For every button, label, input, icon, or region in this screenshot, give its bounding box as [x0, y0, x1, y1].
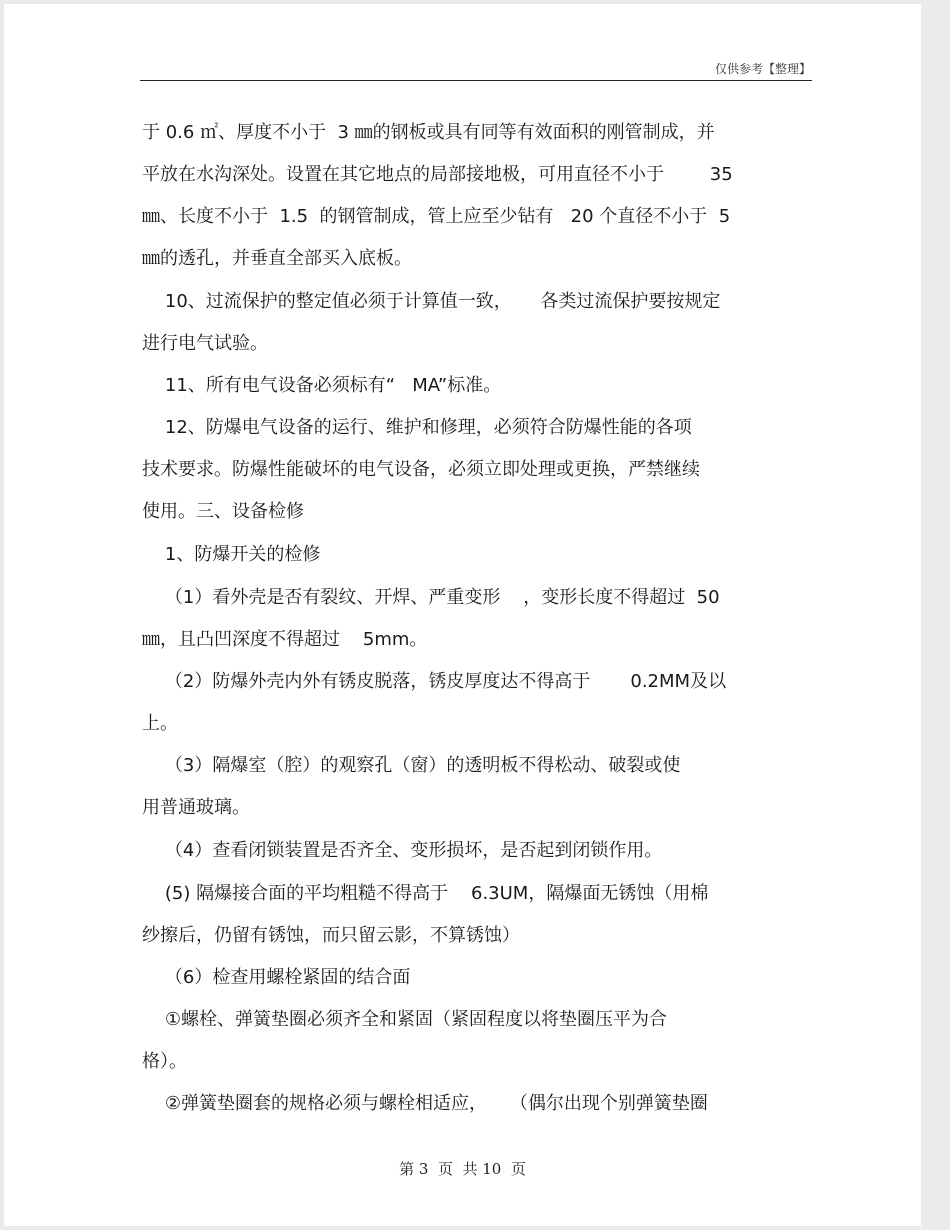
body-line: （3）隔爆室（腔）的观察孔（窗）的透明板不得松动、破裂或使 — [142, 755, 681, 776]
body-line: ①螺栓、弹簧垫圈必须齐全和紧固（紧固程度以将垫圈压平为合 — [142, 1009, 668, 1030]
page-footer: 第 3 页 共 10 页 — [399, 1160, 526, 1178]
body-line: ㎜的透孔，并垂直全部买入底板。 — [142, 248, 412, 269]
body-line: 技术要求。防爆性能破坏的电气设备，必须立即处理或更换，严禁继续 — [142, 459, 700, 480]
body-line: （1）看外壳是否有裂纹、开焊、严重变形 ，变形长度不得超过 50 — [142, 587, 720, 608]
body-line: 用普通玻璃。 — [142, 797, 250, 818]
body-line: 上。 — [142, 713, 178, 734]
body-line: 进行电气试验。 — [142, 333, 268, 354]
body-line: 10、过流保护的整定值必须于计算值一致， 各类过流保护要按规定 — [142, 291, 721, 312]
body-line: 于 0.6 ㎡、厚度不小于 3 ㎜的钢板或具有同等有效面积的刚管制成，并 — [142, 122, 715, 143]
body-line: ㎜、长度不小于 1.5 的钢管制成，管上应至少钻有 20 个直径不小于 5 — [142, 206, 731, 227]
header-rule — [140, 80, 812, 81]
body-line: 1、防爆开关的检修 — [142, 544, 321, 565]
body-line: ㎜，且凸凹深度不得超过 5mm。 — [142, 629, 428, 650]
body-line: （6）检查用螺栓紧固的结合面 — [142, 967, 411, 988]
body-line: 纱擦后，仍留有锈蚀，而只留云影，不算锈蚀） — [142, 925, 520, 946]
body-line: 使用。三、设备检修 — [142, 501, 304, 522]
page-header: 仅供参考【整理】 — [714, 62, 811, 76]
body-line: 平放在水沟深处。设置在其它地点的局部接地极，可用直径不小于 35 — [142, 164, 733, 185]
body-line: （2）防爆外壳内外有锈皮脱落，锈皮厚度达不得高于 0.2MM及以 — [142, 671, 727, 692]
body-line: 格）。 — [142, 1051, 187, 1072]
document-page — [4, 4, 921, 1226]
body-line: ②弹簧垫圈套的规格必须与螺栓相适应， （偶尔出现个别弹簧垫圈 — [142, 1093, 708, 1114]
body-line: （4）查看闭锁装置是否齐全、变形损坏，是否起到闭锁作用。 — [142, 840, 663, 861]
body-line: 12、防爆电气设备的运行、维护和修理，必须符合防爆性能的各项 — [142, 417, 692, 438]
body-line: (5) 隔爆接合面的平均粗糙不得高于 6.3UM，隔爆面无锈蚀（用棉 — [142, 883, 709, 904]
body-line: 11、所有电气设备必须标有“ MA”标准。 — [142, 375, 502, 396]
